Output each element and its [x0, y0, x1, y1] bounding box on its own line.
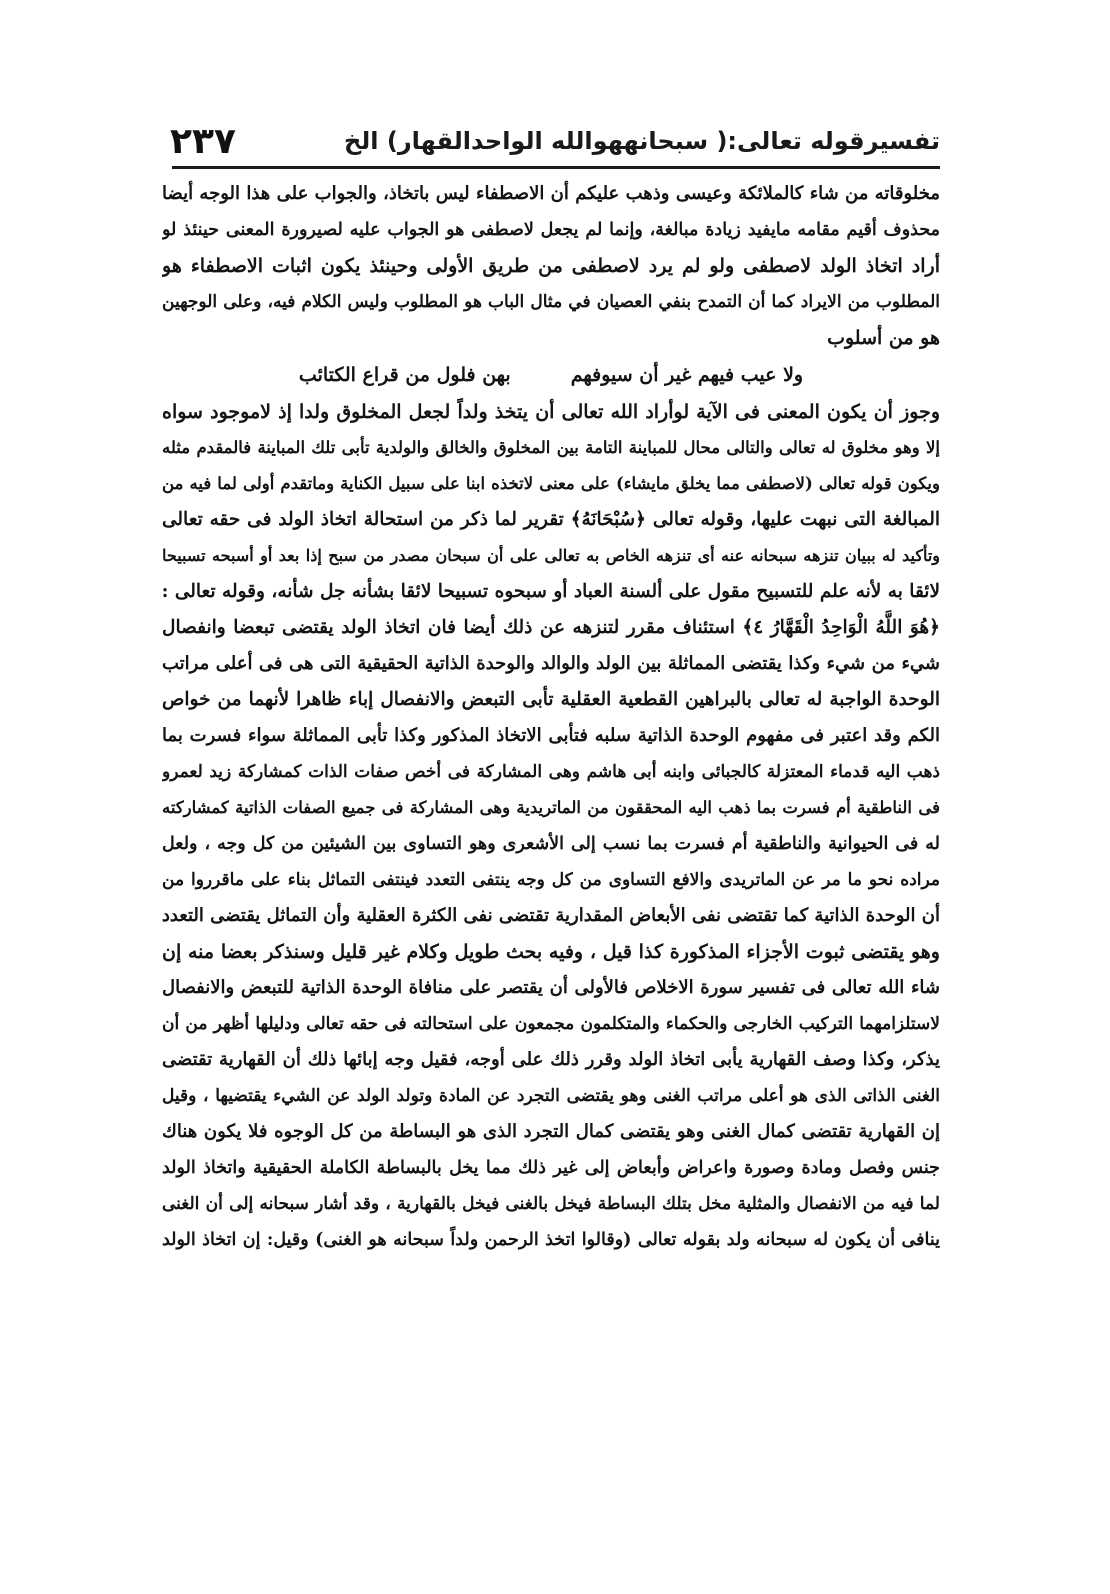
text-line: جنس وفصل ومادة وصورة واعراض وأبعاض إلى غير ذلك مما يخل بالبساطة الكاملة الحقيقية واتخاذ الولد — [162, 1158, 940, 1178]
page-number: ٢٣٧ — [170, 120, 236, 162]
text-line: محذوف أقيم مقامه مايفيد زيادة مبالغة، وإنما لم يجعل لاصطفى هو الجواب عليه لصيرورة المعنى حينئذ لو — [162, 220, 940, 240]
text-line: ذهب اليه قدماء المعتزلة كالجبائى وابنه أبى هاشم وهى المشاركة فى أخص صفات الذات كمشاركة زيد لعمرو — [162, 762, 940, 782]
text-line: وهو يقتضى ثبوت الأجزاء المذكورة كذا قيل ، وفيه بحث طويل وكلام غير قليل وسنذكر بعضا منه إن — [162, 941, 940, 963]
text-line: هو من أسلوب — [827, 327, 940, 349]
text-line: المطلوب من الايراد كما أن التمدح بنفي العصيان في مثال الباب هو المطلوب وليس الكلام فيه، وعلى الوجهين — [162, 292, 940, 312]
text-line: له فى الحيوانية والناطقية أم فسرت بما نسب إلى الأشعرى وهو التساوى بين الشيئين من كل وجه ، ولعل — [162, 834, 940, 854]
body-text — [162, 176, 940, 1258]
text-line: فى الناطقية أم فسرت بما ذهب اليه المحققون من الماتريدية وهى المشاركة فى جميع الصفات الذاتية كمشاركته — [162, 798, 940, 817]
text-line: أن الوحدة الذاتية كما تقتضى نفى الأبعاض المقدارية تقتضى نفى الكثرة العقلية وأن التماثل يقتضى التعدد — [162, 905, 940, 926]
text-line: لاستلزامهما التركيب الخارجى والحكماء والمتكلمون مجمعون على استحالته فى حقه تعالى ودليلها أظهر من أن — [162, 1014, 940, 1034]
running-title: تفسيرقوله تعالى:( سبحانههوالله الواحدالقهار) الخ — [343, 127, 940, 155]
text-line: المبالغة التى نبهت عليها، وقوله تعالى ﴿سُبْحَانَهُ﴾ تقرير لما ذكر من استحالة اتخاذ الولد فى حقه تعالى — [162, 509, 940, 530]
text-line: لما فيه من الانفصال والمثلية مخل بتلك البساطة فيخل بالغنى فيخل بالقهارية ، وقد أشار سبحانه إلى أن الغنى — [162, 1194, 940, 1214]
text-line: وتأكيد له ببيان تنزهه سبحانه عنه أى تنزهه الخاص به تعالى على أن سبحان مصدر من سبح إذا بعد أو أسبحه تسبيحا — [162, 546, 940, 565]
header-rule — [172, 166, 940, 169]
text-line: شيء من شيء وكذا يقتضى المماثلة بين الولد والوالد والوحدة الذاتية الحقيقية التى هى فى أعلى مراتب — [162, 653, 940, 674]
text-line: يذكر، وكذا وصف القهارية يأبى اتخاذ الولد وقرر ذلك على أوجه، فقيل وجه إبائها ذلك أن القهارية تقتضى — [162, 1049, 940, 1070]
page-header — [170, 118, 940, 164]
text-line: إلا وهو مخلوق له تعالى والتالى محال للمباينة التامة بين المخلوق والخالق والولدية تأبى تلك المباينة فالمقدم مثله — [162, 438, 940, 457]
text-line: لائقا به لأنه علم للتسبيح مقول على ألسنة العباد أو سبحوه تسبيحا لائقا بشأنه جل شأنه، وقوله تعالى : — [162, 581, 940, 602]
verse-hemistich-1: ولا عيب فيهم غير أن سيوفهم — [570, 364, 804, 386]
text-line: شاء الله تعالى فى تفسير سورة الاخلاص فالأولى أن يقتصر على منافاة الوحدة الذاتية للتبعض والانفصال — [162, 977, 940, 998]
poetry-verse — [162, 356, 940, 394]
text-line: الوحدة الواجبة له تعالى بالبراهين القطعية العقلية تأبى التبعض والانفصال إباء ظاهرا لأنهما من خواص — [162, 689, 940, 710]
text-line: الغنى الذاتى الذى هو أعلى مراتب الغنى وهو يقتضى التجرد عن المادة وتولد الولد عن الشيء يقتضيها ، وقيل — [162, 1086, 940, 1106]
text-line: ويكون قوله تعالى (لاصطفى مما يخلق مايشاء) على معنى لاتخذه ابنا على سبيل الكناية وماتقدم أولى لما فيه من — [162, 474, 940, 493]
text-line: مخلوقاته من شاء كالملائكة وعيسى وذهب عليكم أن الاصطفاء ليس باتخاذ، والجواب على هذا الوجه أيضا — [162, 183, 940, 204]
text-line: الكم وقد اعتبر فى مفهوم الوحدة الذاتية سلبه فتأبى الاتخاذ المذكور وكذا تأبى المماثلة سواء فسرت بما — [162, 725, 940, 746]
text-line: ينافى أن يكون له سبحانه ولد بقوله تعالى (وقالوا اتخذ الرحمن ولداً سبحانه هو الغنى) وقيل: إن اتخاذ الولد — [162, 1230, 940, 1250]
text-line: وجوز أن يكون المعنى فى الآية لوأراد الله تعالى أن يتخذ ولداً لجعل المخلوق ولدا إذ لاموجود سواه — [162, 401, 940, 423]
verse-hemistich-2: بهن فلول من قراع الكتائب — [298, 364, 511, 386]
text-line: مراده نحو ما مر عن الماتريدى والافع التساوى من كل وجه ينتفى التعدد فينتفى التماثل بناء على ماقرروا من — [162, 870, 940, 890]
quran-verse-line: ﴿هُوَ اللَّهُ الْوَاحِدُ الْقَهَّارُ ٤﴾ استئناف مقرر لتنزهه عن ذلك أيضا فان اتخاذ الولد يقتضى تبعضا وانفصال — [162, 617, 940, 638]
text-line: إن القهارية تقتضى كمال الغنى وهو يقتضى كمال التجرد الذى هو البساطة من كل الوجوه فلا يكون هناك — [162, 1121, 940, 1142]
text-line: أراد اتخاذ الولد لاصطفى ولو لم يرد لاصطفى من طريق الأولى وحينئذ يكون اثبات الاصطفاء هو — [162, 255, 940, 277]
